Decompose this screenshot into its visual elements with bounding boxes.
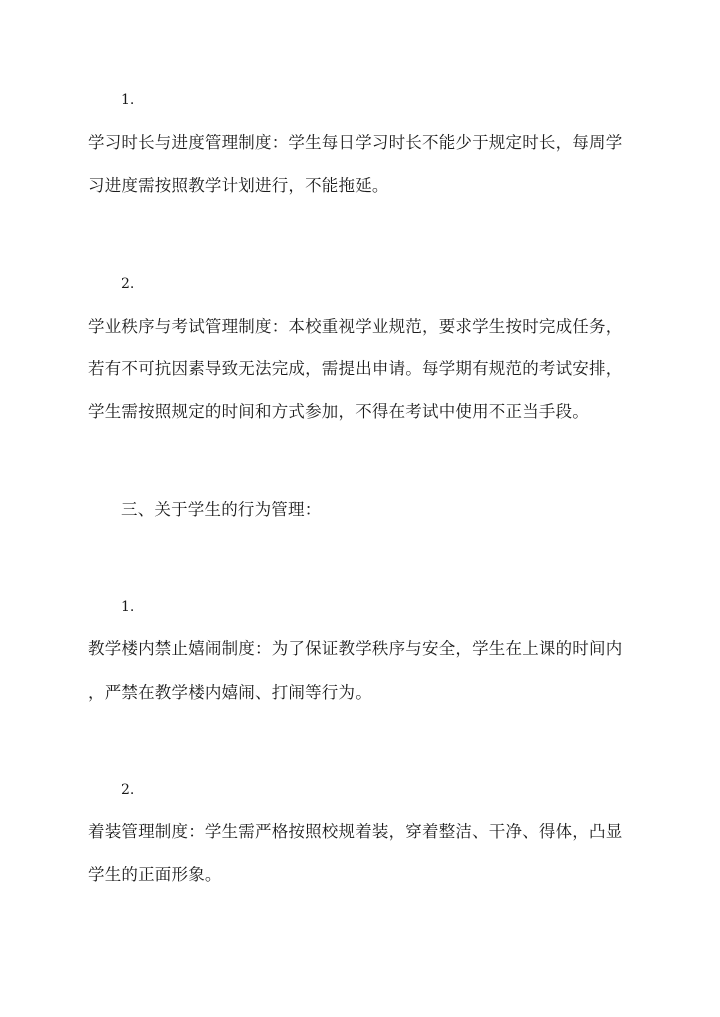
paragraph-line: 教学楼内禁止嬉闹制度：为了保证教学秩序与安全，学生在上课的时间内 (88, 639, 623, 658)
item-number: 1. (121, 599, 135, 615)
paragraph-line: ，严禁在教学楼内嬉闹、打闹等行为。 (88, 683, 372, 702)
item-number: 1. (121, 92, 135, 108)
paragraph-line: 习进度需按照教学计划进行，不能拖延。 (88, 176, 389, 195)
paragraph-line: 学习时长与进度管理制度：学生每日学习时长不能少于规定时长，每周学 (88, 133, 623, 152)
item-number: 2. (121, 276, 135, 292)
paragraph-line: 若有不可抗因素导致无法完成，需提出申请。每学期有规范的考试安排， (88, 359, 623, 378)
paragraph-line: 学生的正面形象。 (88, 865, 222, 884)
paragraph-line: 学生需按照规定的时间和方式参加，不得在考试中使用不正当手段。 (88, 402, 589, 421)
paragraph-line: 学业秩序与考试管理制度：本校重视学业规范，要求学生按时完成任务， (88, 317, 623, 336)
section-heading: 三、关于学生的行为管理： (121, 500, 322, 519)
paragraph-line: 着装管理制度：学生需严格按照校规着装，穿着整洁、干净、得体，凸显 (88, 822, 623, 841)
item-number: 2. (121, 782, 135, 798)
